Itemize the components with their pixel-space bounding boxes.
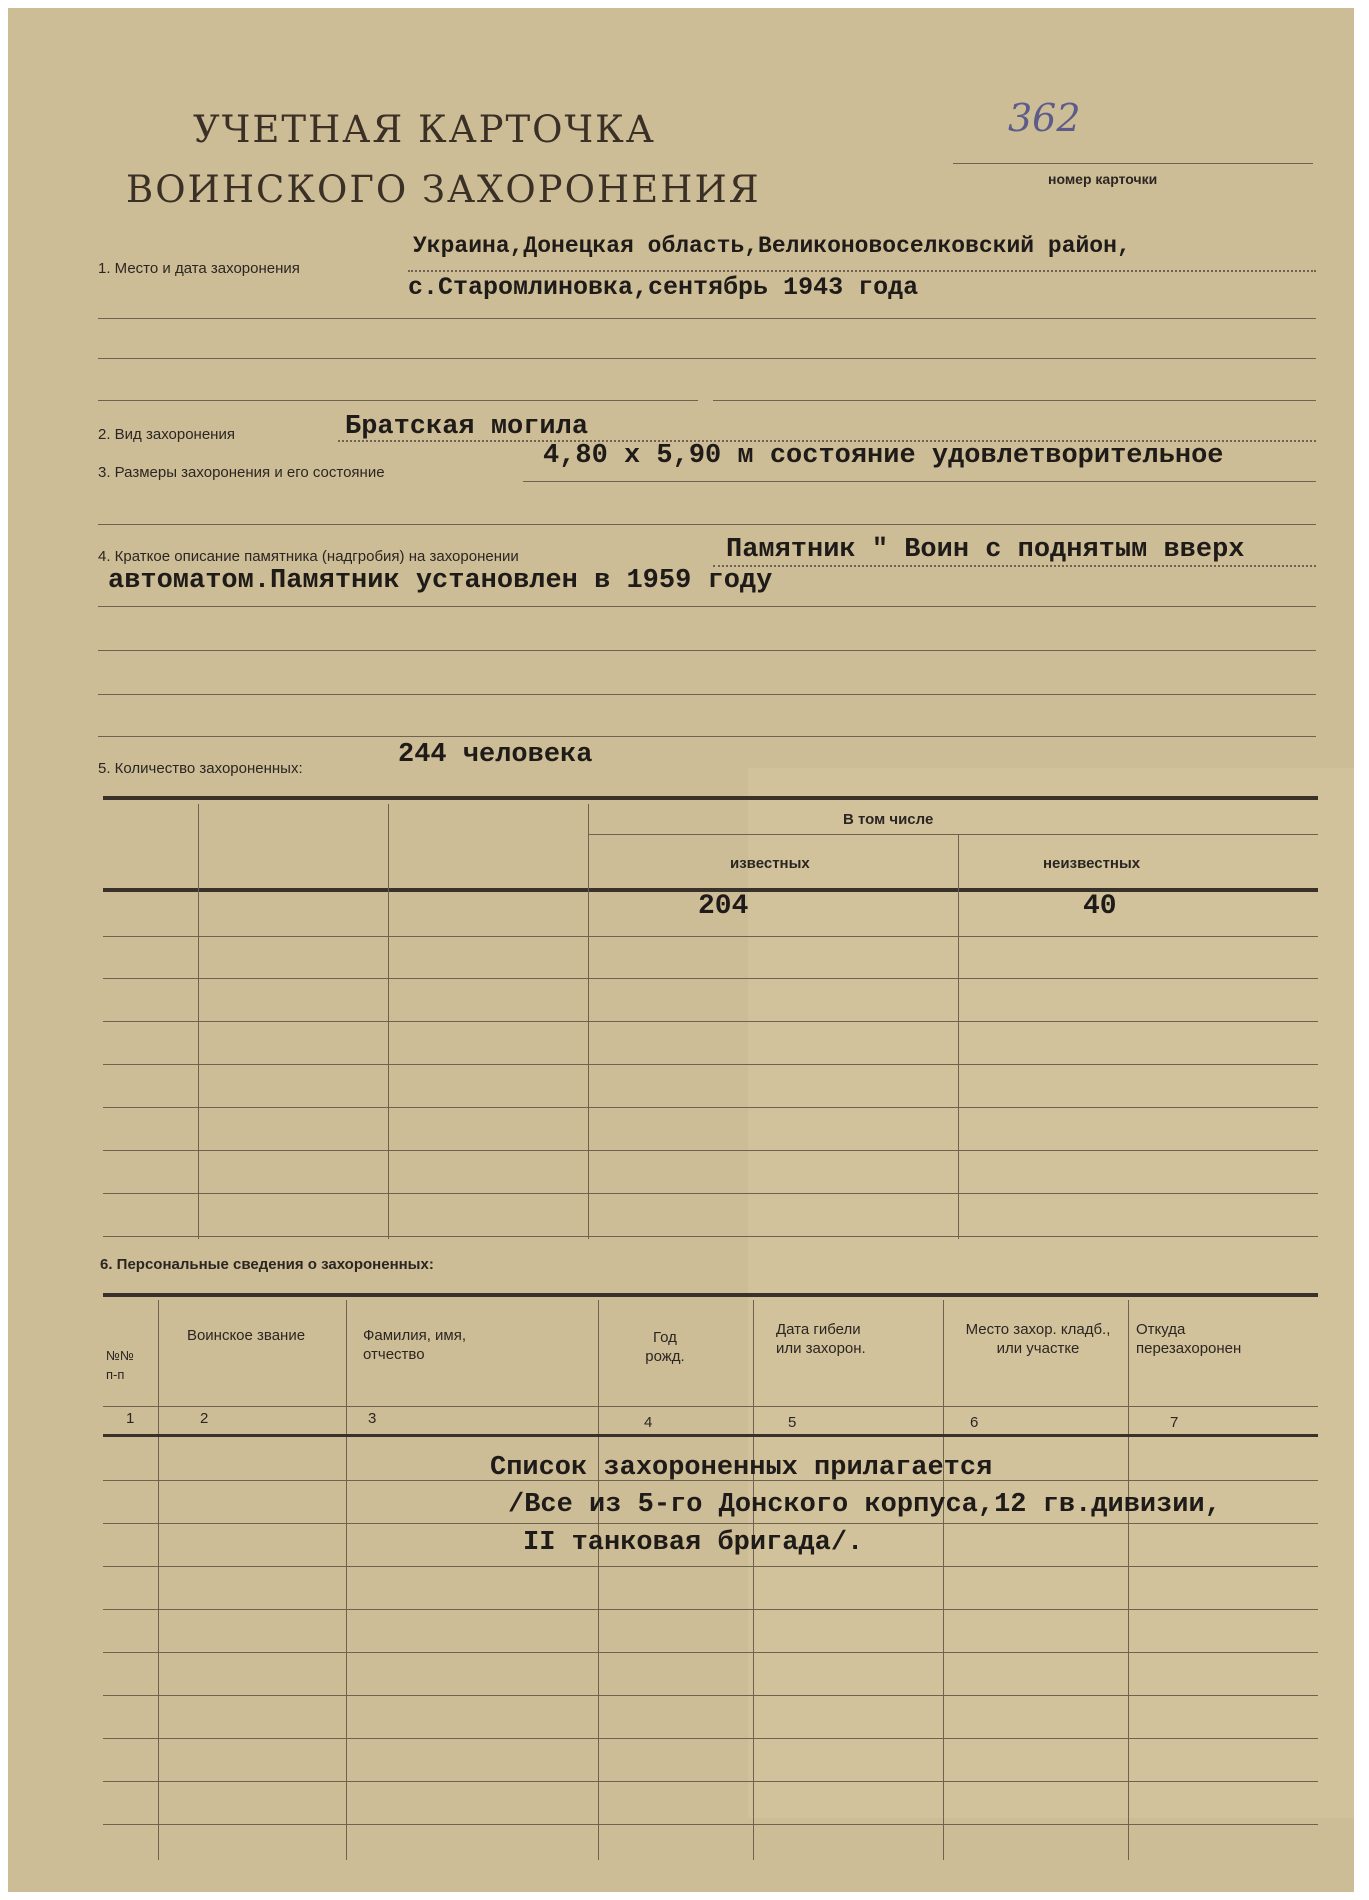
col6-num: 6 — [970, 1414, 979, 1431]
table2-row-line — [103, 1566, 1318, 1567]
section4-line1: Памятник " Воин с поднятым вверх — [726, 535, 1245, 565]
table2-row-line — [103, 1609, 1318, 1610]
col1-num: 1 — [126, 1410, 135, 1427]
section2-value: Братская могила — [345, 412, 589, 442]
table1-row-line — [103, 1236, 1318, 1237]
table1-row-line — [103, 1107, 1318, 1108]
table2-col-divider — [598, 1300, 599, 1860]
table2-top-rule — [103, 1293, 1318, 1297]
section2-label: 2. Вид захоронения — [98, 426, 235, 443]
table2-col-divider — [943, 1300, 944, 1860]
col1-header: №№ п-п — [106, 1348, 134, 1382]
known-count: 204 — [698, 891, 749, 922]
unknown-count: 40 — [1083, 891, 1117, 922]
rule — [98, 358, 1316, 359]
table1-row-line — [103, 1064, 1318, 1065]
table2-row-line — [103, 1523, 1318, 1524]
col4-header: Год рожд. — [645, 1329, 685, 1365]
table2-col-divider — [1128, 1300, 1129, 1860]
section3-value: 4,80 х 5,90 м состояние удовлетворительное — [543, 441, 1224, 471]
table1-row-line — [103, 1021, 1318, 1022]
table1-group-header: В том числе — [843, 811, 934, 828]
table2-header-rule — [103, 1434, 1318, 1437]
section5-label: 5. Количество захороненных: — [98, 760, 303, 777]
table2-row-line — [103, 1652, 1318, 1653]
rule — [98, 400, 698, 401]
section4-line2: автоматом.Памятник установлен в 1959 году — [108, 566, 773, 596]
col4-num: 4 — [644, 1414, 653, 1431]
card-number-line — [953, 163, 1313, 164]
col5-num: 5 — [788, 1414, 797, 1431]
rule — [523, 481, 1316, 482]
table1-row-line — [103, 936, 1318, 937]
card-number: 362 — [1008, 96, 1081, 140]
rule — [98, 606, 1316, 607]
section1-dotted-line — [408, 270, 1316, 272]
table2-col-divider — [753, 1300, 754, 1860]
table1-top-rule — [103, 796, 1318, 800]
table1-row-line — [103, 1150, 1318, 1151]
note-line1: Список захороненных прилагается — [490, 1453, 993, 1483]
col2-header: Воинское звание — [186, 1327, 306, 1344]
section1-label: 1. Место и дата захоронения — [98, 260, 300, 277]
table1-col-divider — [958, 834, 959, 1239]
table1-row-line — [103, 1193, 1318, 1194]
table2-subheader-line — [103, 1406, 1318, 1407]
section1-line2: с.Старомлиновка,сентябрь 1943 года — [408, 273, 919, 302]
table2-col-divider — [346, 1300, 347, 1860]
rule — [98, 524, 1316, 525]
col6-header: Место захор. кладб., или участке — [965, 1321, 1111, 1357]
col3-header: Фамилия, имя, отчество — [363, 1327, 467, 1363]
rule — [713, 400, 1316, 401]
title-line1: УЧЕТНАЯ КАРТОЧКА — [193, 108, 656, 151]
col2-num: 2 — [200, 1410, 209, 1427]
col5-header: Дата гибели или захорон. — [776, 1321, 866, 1357]
section6-label: 6. Персональные сведения о захороненных: — [100, 1256, 434, 1273]
rule — [588, 834, 1318, 835]
table1-row-line — [103, 978, 1318, 979]
rule — [98, 650, 1316, 651]
table2-row-line — [103, 1738, 1318, 1739]
rule — [98, 736, 1316, 737]
title-line2: ВОИНСКОГО ЗАХОРОНЕНИЯ — [126, 168, 761, 211]
table1-col-known: известных — [730, 855, 810, 872]
rule — [98, 318, 1316, 319]
col7-header: Откуда перезахоронен — [1136, 1321, 1242, 1357]
table1-col-unknown: неизвестных — [1043, 855, 1141, 872]
table2-row-line — [103, 1695, 1318, 1696]
section4-label: 4. Краткое описание памятника (надгробия) на захоронении — [98, 548, 519, 565]
card-number-label: номер карточки — [1048, 171, 1158, 187]
table2-col-divider — [158, 1300, 159, 1860]
rule — [98, 694, 1316, 695]
col7-num: 7 — [1170, 1414, 1179, 1431]
section1-line1: Украина,Донецкая область,Великоновоселковский район, — [413, 233, 1131, 259]
section4-dotted-line — [713, 565, 1316, 567]
document-card — [8, 8, 1354, 1892]
table2-row-line — [103, 1824, 1318, 1825]
section5-value: 244 человека — [398, 740, 593, 770]
note-line3: II танковая бригада/. — [523, 1528, 864, 1558]
note-line2: /Все из 5-го Донского корпуса,12 гв.дивизии, — [508, 1490, 1221, 1520]
col3-num: 3 — [368, 1410, 377, 1427]
table2-row-line — [103, 1781, 1318, 1782]
section3-label: 3. Размеры захоронения и его состояние — [98, 464, 385, 481]
